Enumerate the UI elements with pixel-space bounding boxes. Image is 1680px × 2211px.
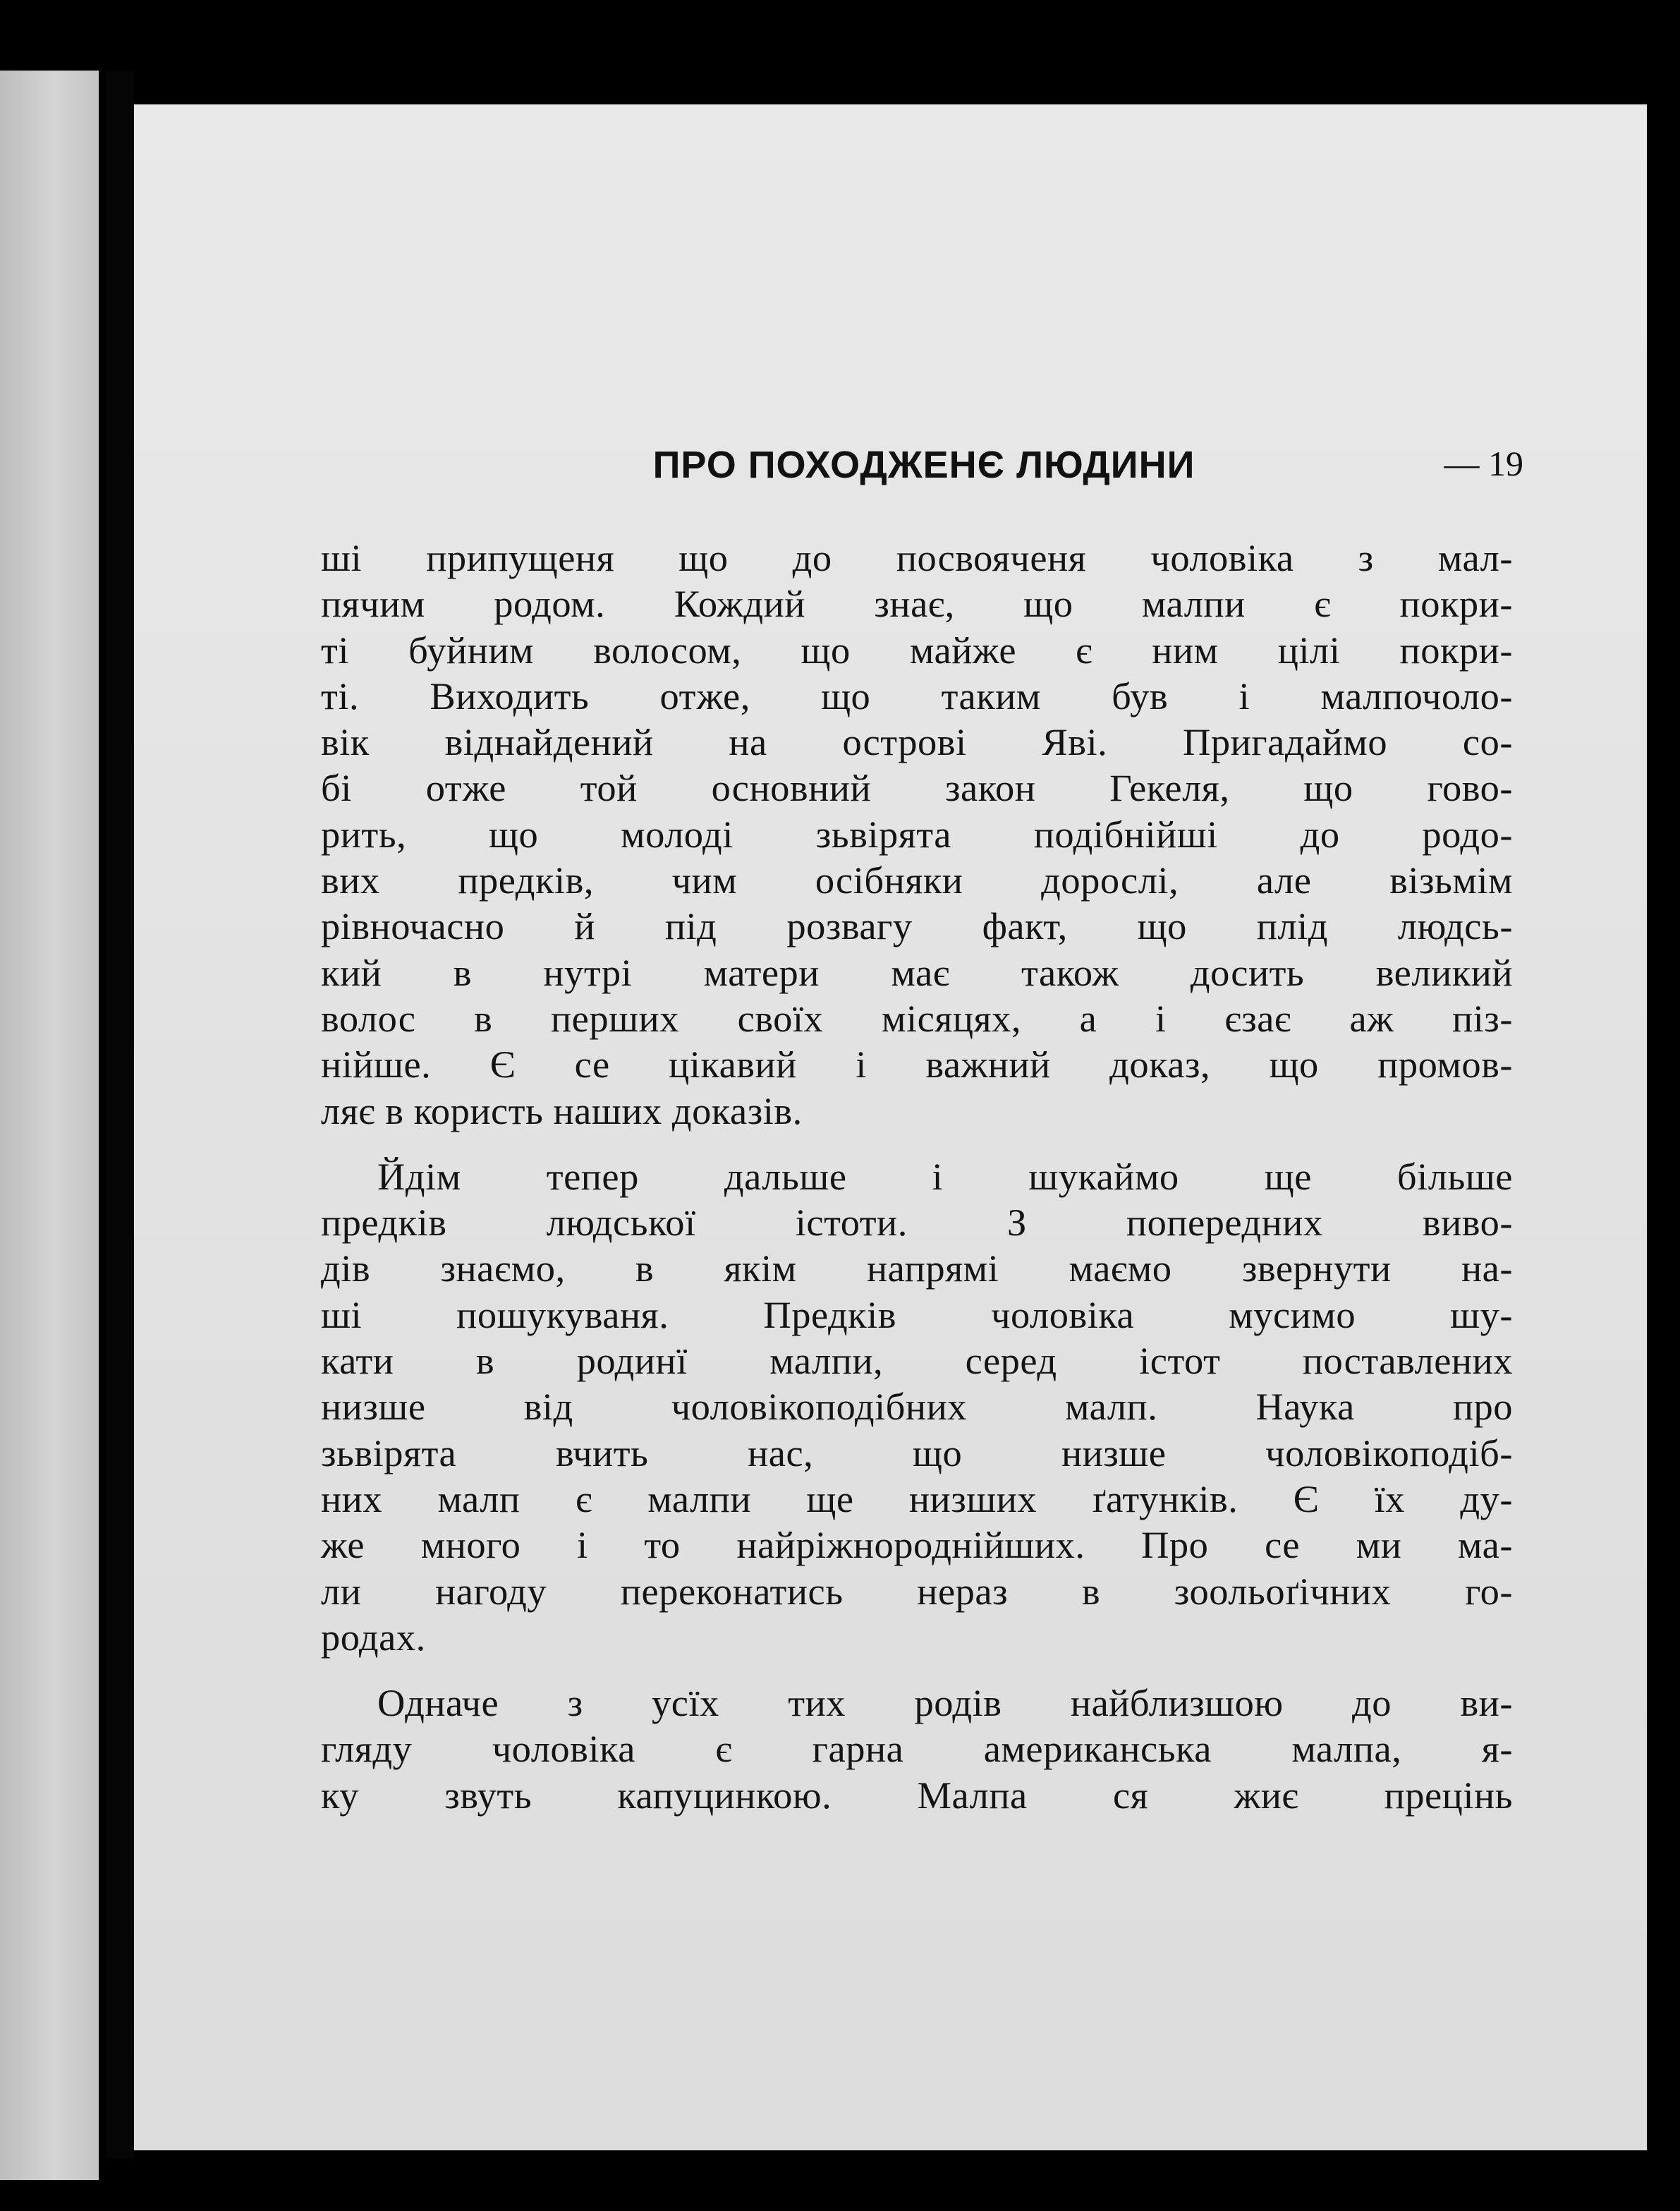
text-line: волос в перших своїх місяцях, а і єзає аж піз- [321, 996, 1513, 1040]
text-line: гляду чоловіка є гарна американська малпа, я- [321, 1727, 1513, 1771]
text-line: ли нагоду переконатись нераз в зоольоґічних го- [321, 1569, 1513, 1613]
text-line: рівночасно й під розвагу факт, що плід людсь- [321, 904, 1513, 948]
text-line: ку звуть капуцинкою. Малпа ся жиє прецінь [321, 1773, 1513, 1817]
text-line: дів знаємо, в якім напрямі маємо звернути на- [321, 1247, 1513, 1290]
bottom-scan-border [99, 2159, 1680, 2211]
paragraph-gap [321, 1134, 1513, 1153]
text-line: кий в нутрі матери має також досить великий [321, 950, 1513, 994]
text-line: ті буйним волосом, що майже є ним цілі покри- [321, 628, 1513, 672]
text-line: вих предків, чим осібняки дорослі, але візьмім [321, 859, 1513, 902]
paragraph-gap [321, 1660, 1513, 1680]
adjacent-page-edge [0, 71, 99, 2180]
text-line: зьвірята вчить нас, що низше чоловікоподіб- [321, 1431, 1513, 1474]
text-line: же много і то найріжнороднійших. Про се ми ма- [321, 1523, 1513, 1567]
text-line: низше від чоловікоподібних малп. Наука про [321, 1385, 1513, 1429]
text-line: бі отже той основний закон Гекеля, що гово- [321, 766, 1513, 810]
text-line: ші припущеня що до посвояченя чоловіка з мал- [321, 536, 1513, 579]
text-line: Одначе з усїх тих родів найблизшою до ви- [377, 1681, 1513, 1725]
text-line: них малп є малпи ще низших ґатунків. Є їх ду- [321, 1477, 1513, 1520]
page-number: — 19 [1444, 444, 1523, 483]
text-line: Йдім тепер дальше і шукаймо ще більше [377, 1154, 1513, 1198]
text-line: предків людської істоти. З попередних виво- [321, 1201, 1513, 1244]
text-line: ші пошукуваня. Предків чоловіка мусимо шу- [321, 1292, 1513, 1336]
book-page [134, 104, 1647, 2150]
binding-gutter [106, 71, 134, 2159]
running-title: ПРО ПОХОДЖЕНЄ ЛЮДИНИ [652, 444, 1195, 486]
text-line: ляє в користь наших доказів. [321, 1089, 803, 1132]
text-line: кати в родинї малпи, серед істот поставлених [321, 1339, 1513, 1383]
page-header [134, 443, 1647, 492]
text-line: нійше. Є се цікавий і важний доказ, що промов- [321, 1043, 1513, 1086]
text-line: вік віднайдений на острові Яві. Пригадаймо со- [321, 720, 1513, 764]
text-line: пячим родом. Кождий знає, що малпи є покри- [321, 582, 1513, 626]
text-line: родах. [321, 1615, 426, 1659]
right-scan-border [1647, 71, 1680, 2211]
text-line: ті. Виходить отже, що таким був і малпочоло- [321, 674, 1513, 717]
text-line: рить, що молоді зьвірята подібнійші до родо- [321, 812, 1513, 856]
body-text [321, 535, 1513, 1818]
